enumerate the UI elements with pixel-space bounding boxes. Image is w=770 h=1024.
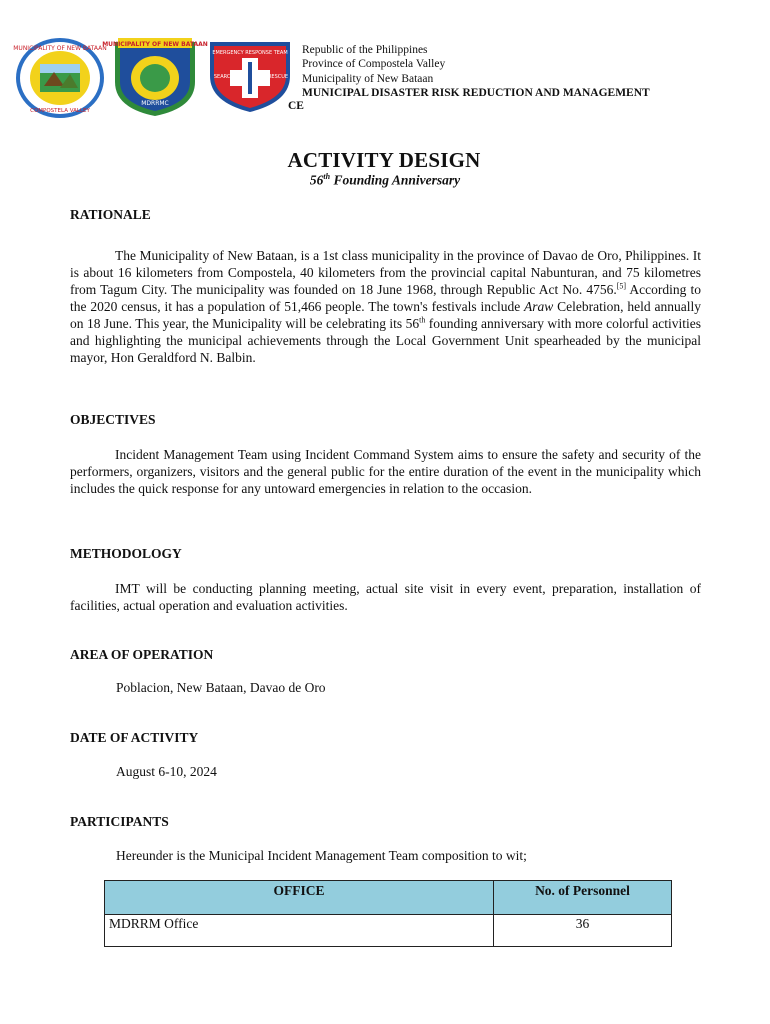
mdrrmc-bottom-text: MDRRMC <box>141 100 169 107</box>
document-title: ACTIVITY DESIGN <box>287 148 481 172</box>
participants-intro: Hereunder is the Municipal Incident Management Team composition to wit; <box>116 848 527 863</box>
rationale-paragraph: The Municipality of New Bataan, is a 1st class municipality in the province of Davao de Oro, Philippines. It is about 16 kilometers from Compostela, 40 kilometers from the provincial capital Nabunturan, and 75 kilometres from Tagum City. The municipality was founded on 18 June 1968, through Republic Act No. 4756.[5] According to the 2020 census, it has a population of 51,466 people. The town's festivals include Araw Celebration, held annually on 18 June. This year, the Municipality will be celebrating its 56th founding anniversary with more colorful activities and highlighting the municipal achievements through the Local Government Unit spearheaded by the municipal mayor, Hon Geraldford N. Balbin. <box>70 248 701 365</box>
objectives-heading: OBJECTIVES <box>70 412 156 427</box>
letterhead <box>302 43 650 100</box>
table-row <box>105 915 672 947</box>
mdrrmc-logo <box>102 38 208 118</box>
area-text: Poblacion, New Bataan, Davao de Oro <box>116 680 326 695</box>
rescue-top-text: EMERGENCY RESPONSE TEAM <box>212 50 288 56</box>
seal-top-text: MUNICIPALITY OF NEW BATAAN <box>13 45 107 52</box>
methodology-heading: METHODOLOGY <box>70 546 182 561</box>
table-header-row <box>105 881 672 915</box>
mdrrmc-top-text: MUNICIPALITY OF NEW BATAAN <box>102 41 208 48</box>
letterhead-province: Province of Compostela Valley <box>302 58 446 71</box>
date-heading: DATE OF ACTIVITY <box>70 730 199 745</box>
personnel-table <box>104 880 672 947</box>
table-header-office: OFFICE <box>105 881 494 915</box>
document-subtitle: 56th Founding Anniversary <box>309 172 461 188</box>
date-text: August 6-10, 2024 <box>116 764 217 779</box>
letterhead-municipality: Municipality of New Bataan <box>302 72 434 85</box>
rescue-left-text: SEARCH <box>213 74 235 80</box>
rescue-team-logo <box>208 38 292 114</box>
table-cell-office: MDRRM Office <box>105 915 494 947</box>
area-heading: AREA OF OPERATION <box>70 647 214 662</box>
participants-heading: PARTICIPANTS <box>70 814 169 829</box>
letterhead-office: MUNICIPAL DISASTER RISK REDUCTION AND MANAGEMENT <box>302 86 650 99</box>
objectives-paragraph: Incident Management Team using Incident Command System aims to ensure the safety and security of the performers, organizers, visitors and the general public for the entire duration of the event in the municipality which includes the quick response for any untoward emergencies in relation to the occasion. <box>70 447 701 496</box>
letterhead-office-tail: CE <box>288 100 304 112</box>
letterhead-republic: Republic of the Philippines <box>302 44 428 56</box>
table-cell-personnel: 36 <box>494 915 672 947</box>
seal-bottom-text: COMPOSTELA VALLEY <box>30 108 90 114</box>
methodology-paragraph: IMT will be conducting planning meeting, actual site visit in every event, preparation, installation of facilities, actual operation and evaluation activities. <box>70 581 701 613</box>
municipal-seal-logo <box>14 36 106 120</box>
rescue-right-text: RESCUE <box>267 74 289 80</box>
rationale-heading: RATIONALE <box>70 207 151 222</box>
table-header-personnel: No. of Personnel <box>494 881 672 915</box>
